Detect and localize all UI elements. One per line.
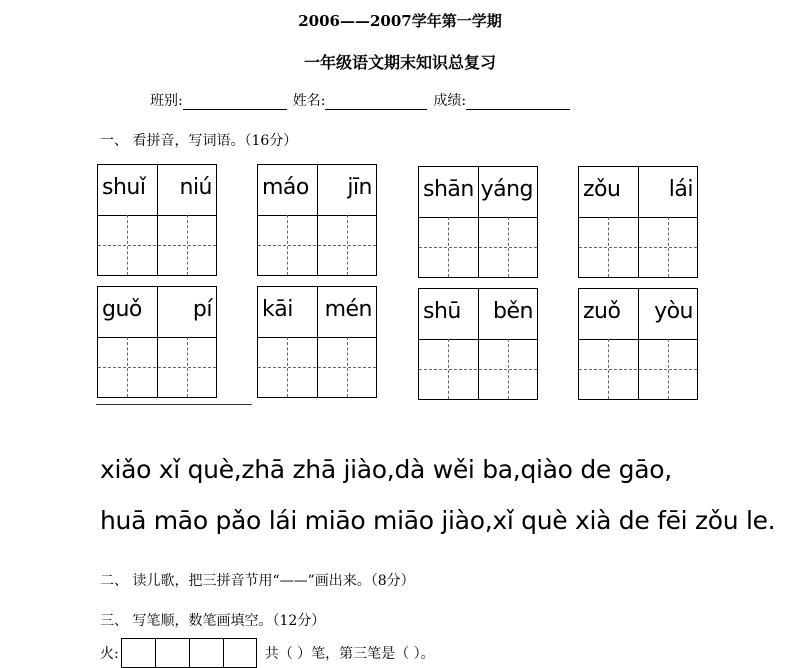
pinyin-2: mén — [324, 297, 372, 322]
class-blank[interactable] — [183, 95, 287, 110]
stroke-box[interactable] — [155, 638, 189, 668]
pinyin-2: běn — [493, 299, 533, 324]
pinyin-1: shū — [423, 299, 461, 324]
writing-grid[interactable] — [97, 286, 217, 398]
pinyin-1: guǒ — [102, 297, 142, 322]
name-blank[interactable] — [325, 95, 427, 110]
stroke-box[interactable] — [121, 638, 155, 668]
pinyin-passage-line-2: huā māo pǎo lái miāo miāo jiào,xǐ què xià de fēi zǒu le. — [100, 506, 776, 535]
pinyin-passage-line-1: xiǎo xǐ què,zhā zhā jiào,dà wěi ba,qiào de gāo, — [100, 455, 672, 484]
writing-grid[interactable] — [578, 288, 698, 400]
name-label: 姓名: — [292, 93, 326, 109]
pinyin-1: zuǒ — [583, 299, 621, 324]
document-title: 2006——2007学年第一学期 — [298, 12, 502, 30]
writing-grid[interactable] — [97, 164, 217, 276]
score-blank[interactable] — [466, 95, 570, 110]
pinyin-2: lái — [668, 177, 693, 202]
document-subtitle: 一年级语文期末知识总复习 — [303, 53, 496, 72]
writing-grid[interactable] — [578, 166, 698, 278]
pinyin-2: pí — [192, 297, 212, 322]
pinyin-1: kāi — [262, 297, 293, 322]
writing-grid[interactable] — [418, 288, 538, 400]
writing-grid[interactable] — [257, 164, 377, 276]
pinyin-2: yòu — [654, 299, 693, 324]
pinyin-2: niú — [179, 175, 212, 200]
stroke-box[interactable] — [189, 638, 223, 668]
section3-label: 三、 写笔顺，数笔画填空。（12分） — [100, 613, 326, 629]
score-label: 成绩: — [433, 93, 467, 109]
class-label: 班别: — [150, 93, 183, 109]
stroke-count-text: 共（ ）笔，第三笔是（ ）。 — [264, 646, 435, 662]
pinyin-2: jīn — [347, 175, 372, 200]
stroke-box[interactable] — [223, 638, 257, 668]
stroke-char: 火: — [100, 646, 119, 662]
pinyin-1: shuǐ — [102, 175, 146, 200]
pinyin-2: yáng — [480, 177, 533, 202]
writing-grid[interactable] — [257, 286, 377, 398]
section2-label: 二、 读儿歌，把三拼音节用“——”画出来。（8分） — [100, 573, 415, 589]
writing-grid[interactable] — [418, 166, 538, 278]
pinyin-1: shān — [423, 177, 474, 202]
stroke-order-row — [100, 638, 435, 668]
pinyin-1: máo — [262, 175, 309, 200]
section1-label: 一、 看拼音，写词语。（16分） — [100, 133, 298, 149]
stroke-boxes — [121, 638, 257, 668]
student-info-line — [150, 90, 576, 110]
separator-line — [96, 404, 252, 405]
pinyin-1: zǒu — [583, 177, 621, 202]
